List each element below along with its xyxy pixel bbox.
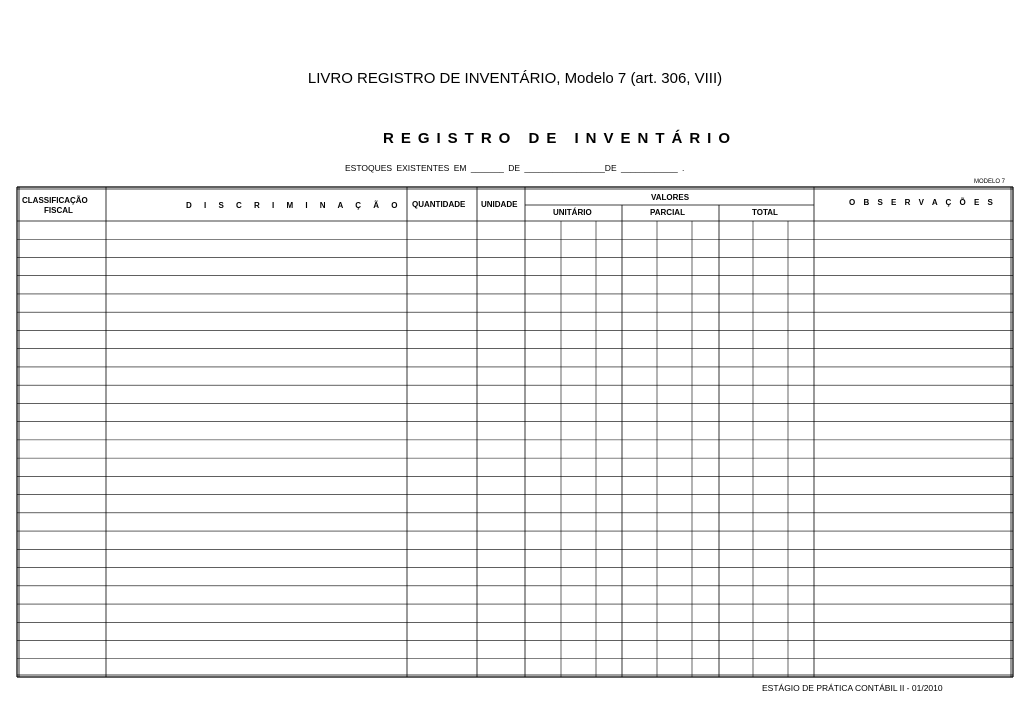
col-header-unidade: UNIDADE (481, 200, 518, 209)
col-header-fiscal: FISCAL (44, 206, 73, 215)
col-header-parcial: PARCIAL (650, 208, 685, 217)
col-header-valores: VALORES (651, 193, 690, 202)
document-title: LIVRO REGISTRO DE INVENTÁRIO, Modelo 7 (art. 306, VIII) (307, 70, 723, 87)
form-title: REGISTRO DE INVENTÁRIO (382, 130, 738, 147)
modelo-tag: MODELO 7 (974, 179, 1006, 185)
col-header-quantidade: QUANTIDADE (412, 200, 466, 209)
col-header-classificacao: CLASSIFICAÇÃO (22, 196, 88, 205)
col-header-total: TOTAL (752, 208, 778, 217)
col-header-observacoes: O B S E R V A Ç Õ E S (849, 198, 996, 207)
stock-date-line: ESTOQUES EXISTENTES EM _______ DE _________________DE ____________ . (345, 163, 685, 173)
col-header-discriminacao: D I S C R I M I N A Ç Ã O (186, 201, 403, 210)
col-header-unitario: UNITÁRIO (553, 208, 592, 217)
footer-note: ESTÁGIO DE PRÁTICA CONTÁBIL II - 01/2010 (762, 683, 943, 693)
